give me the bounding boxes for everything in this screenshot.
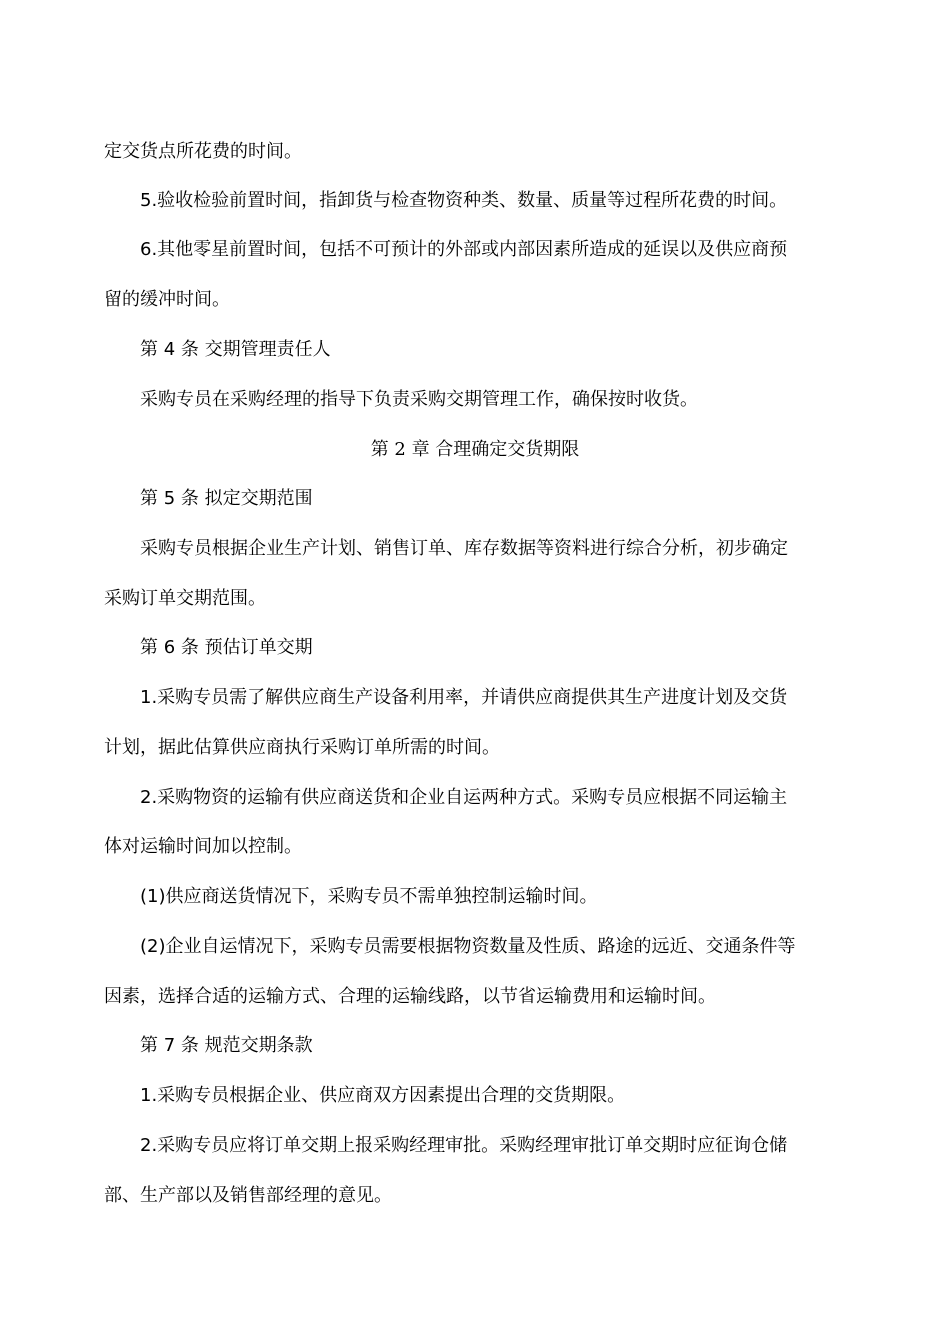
paragraph-line: 计划，据此估算供应商执行采购订单所需的时间。 [104, 737, 500, 758]
list-item-line: 2.采购物资的运输有供应商送货和企业自运两种方式。采购专员应根据不同运输主 [140, 787, 788, 808]
list-item-line: 5.验收检验前置时间，指卸货与检查物资种类、数量、质量等过程所花费的时间。 [140, 190, 788, 211]
list-item-line: (1)供应商送货情况下，采购专员不需单独控制运输时间。 [140, 886, 598, 907]
paragraph-line: 因素，选择合适的运输方式、合理的运输线路，以节省运输费用和运输时间。 [104, 986, 716, 1007]
article-heading: 第 4 条 交期管理责任人 [140, 339, 331, 360]
paragraph-line: 采购订单交期范围。 [104, 588, 266, 609]
paragraph-line: 采购专员在采购经理的指导下负责采购交期管理工作，确保按时收货。 [140, 389, 698, 410]
list-item-line: 1.采购专员需了解供应商生产设备利用率，并请供应商提供其生产进度计划及交货 [140, 687, 788, 708]
paragraph-line: 部、生产部以及销售部经理的意见。 [104, 1185, 392, 1206]
list-item-line: 1.采购专员根据企业、供应商双方因素提出合理的交货期限。 [140, 1085, 626, 1106]
list-item-line: 6.其他零星前置时间，包括不可预计的外部或内部因素所造成的延误以及供应商预 [140, 239, 788, 260]
list-item-line: 2.采购专员应将订单交期上报采购经理审批。采购经理审批订单交期时应征询仓储 [140, 1135, 788, 1156]
paragraph-line: 采购专员根据企业生产计划、销售订单、库存数据等资料进行综合分析，初步确定 [140, 538, 788, 559]
list-item-line: (2)企业自运情况下，采购专员需要根据物资数量及性质、路途的远近、交通条件等 [140, 936, 796, 957]
article-heading: 第 7 条 规范交期条款 [140, 1035, 313, 1056]
article-heading: 第 5 条 拟定交期范围 [140, 488, 313, 509]
paragraph-line: 体对运输时间加以控制。 [104, 836, 302, 857]
article-heading: 第 6 条 预估订单交期 [140, 637, 313, 658]
paragraph-line: 留的缓冲时间。 [104, 289, 230, 310]
chapter-heading: 第 2 章 合理确定交货期限 [370, 439, 580, 460]
paragraph-line: 定交货点所花费的时间。 [104, 141, 302, 162]
